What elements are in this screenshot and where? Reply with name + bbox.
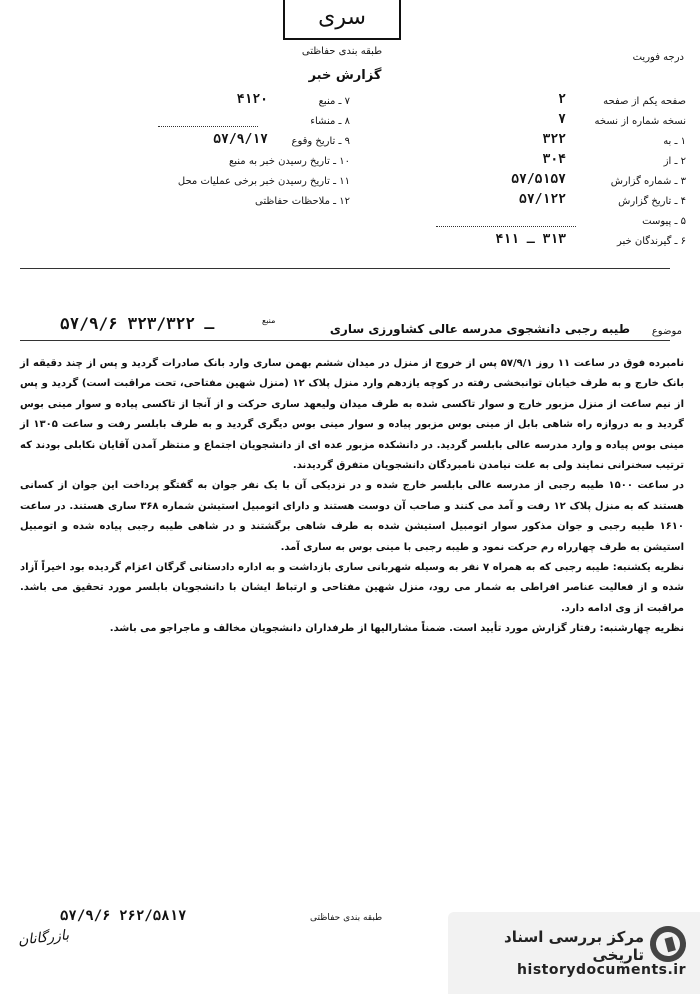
field-row bbox=[170, 92, 350, 112]
urgency-label: درجه فوریت bbox=[632, 52, 684, 63]
field-label: ۶ ـ گیرندگان خبر bbox=[616, 236, 686, 247]
classification-sub: طبقه بندی حفاظتی bbox=[301, 46, 383, 57]
field-value: ۲ bbox=[558, 92, 566, 107]
field-label: ۱۱ ـ تاریخ رسیدن خبر برخی عملیات محل bbox=[177, 176, 350, 187]
watermark bbox=[448, 912, 700, 994]
field-value: ۵۷/۹/۱۷ bbox=[213, 132, 268, 147]
field-label: ۴ ـ تاریخ گزارش bbox=[618, 196, 686, 207]
field-label: ۷ ـ منبع bbox=[318, 96, 350, 107]
report-body bbox=[20, 354, 684, 640]
field-row bbox=[346, 112, 686, 132]
field-label: ۹ ـ تاریخ وقوع bbox=[291, 136, 350, 147]
subject-label: موضوع bbox=[651, 326, 682, 337]
field-label: ۸ ـ منشاء bbox=[310, 116, 350, 127]
footer-stamp: طبقه بندی حفاظتی bbox=[310, 913, 383, 923]
field-row bbox=[346, 172, 686, 192]
field-label: ۵ ـ پیوست bbox=[642, 216, 686, 227]
field-value: ۳۱۳ ـ ۴۱۱ bbox=[495, 232, 566, 247]
field-row bbox=[170, 192, 350, 212]
form-fields-left bbox=[170, 92, 350, 212]
field-label: ۱ ـ به bbox=[663, 136, 686, 147]
field-value: ۷ bbox=[558, 112, 566, 127]
field-label: ۱۰ ـ تاریخ رسیدن خبر به منبع bbox=[228, 156, 350, 167]
field-row bbox=[346, 232, 686, 252]
field-row bbox=[170, 152, 350, 172]
field-row bbox=[346, 152, 686, 172]
field-line bbox=[158, 126, 258, 127]
subject-note: منبع bbox=[262, 316, 276, 325]
field-row bbox=[346, 92, 686, 112]
divider bbox=[20, 268, 670, 269]
divider bbox=[20, 340, 670, 341]
classification-label: سری bbox=[318, 5, 366, 30]
field-row bbox=[346, 132, 686, 152]
body-paragraph: نظریه یکشنبه: طیبه رجبی که به همراه ۷ نفر به وسیله شهربانی ساری بازداشت و به اداره دادستانی گرگان اعزام گردیده بود اخیراً آزاد شده و از فعالیت عناصر افراطی به شمار می رود، منزل شهین مفتاحی و ارتباط ایشان با دانشجویان بابلسر مورد تحقیق می باشد. مراقبت از وی ادامه دارد. bbox=[20, 562, 684, 614]
body-paragraph: نظریه چهارشنبه: رفتار گزارش مورد تأیید است. ضمناً مشارالیها از طرفداران دانشجویان مخالف و ماجراجو می باشد. bbox=[109, 623, 684, 635]
field-row bbox=[170, 172, 350, 192]
field-label: ۲ ـ از bbox=[663, 156, 686, 167]
watermark-url: historydocuments.ir bbox=[517, 962, 686, 978]
form-fields-right bbox=[346, 92, 686, 252]
report-title: گزارش خبر bbox=[308, 68, 382, 83]
subject-text: طیبه رجبی دانشجوی مدرسه عالی کشاورزی ساری bbox=[329, 322, 630, 336]
field-value: ۴۱۲۰ bbox=[236, 92, 268, 107]
body-paragraph: در ساعت ۱۵۰۰ طیبه رجبی از مدرسه عالی بابلسر خارج شده و در نزدیکی آن با یک نفر جوان به گفتگو پرداخت این جوان از کسانی هستند که به منزل پلاک ۱۲ رفت و آمد می کنند و صاحب آن دوست هستند و دارای اتومبیل استیشن شماره ۳۶۸ ساری هستند. در ساعت ۱۶۱۰ طیبه رجبی و جوان مذکور سوار اتومبیل استیشن شده به طرف شاهی برگشتند و در شاهی طیبه رجبی پیاده شده و اتومبیل استیشن به طرف چهارراه رم حرکت نمود و طیبه رجبی با مینی بوس به ساری آمد. bbox=[20, 480, 685, 553]
field-label: ۱۲ ـ ملاحظات حفاظتی bbox=[255, 196, 350, 207]
field-row bbox=[170, 132, 350, 152]
archive-logo-icon bbox=[646, 922, 690, 966]
classification-box bbox=[283, 0, 401, 40]
field-value: ۵۷/۱۲۲ bbox=[519, 192, 566, 207]
watermark-name: مرکز بررسی اسناد تاریخی bbox=[504, 928, 644, 964]
field-value: ۵۷/۵۱۵۷ bbox=[511, 172, 566, 187]
field-row bbox=[170, 112, 350, 132]
footer-code: ۵۷/۹/۶ ۲۶۲/۵۸۱۷ bbox=[60, 908, 187, 924]
field-row bbox=[346, 192, 686, 212]
field-line bbox=[436, 226, 576, 227]
field-label: صفحه یکم از صفحه bbox=[603, 96, 686, 107]
field-row bbox=[346, 212, 686, 232]
field-value: ۳۲۲ bbox=[542, 132, 566, 147]
field-value: ۳۰۴ bbox=[542, 152, 566, 167]
signature: بازرگانان bbox=[17, 927, 70, 949]
field-label: نسخه شماره از نسخه bbox=[594, 116, 686, 127]
body-paragraph: نامبرده فوق در ساعت ۱۱ روز ۵۷/۹/۱ پس از خروج از منزل در میدان ششم بهمن ساری وارد بانک صادرات گردید و پس از چند دقیقه از بانک خارج و به طرف خیابان توانبخشی رفته در کوچه یازدهم وارد منزل پلاک ۱۲ (منزل شهین مفتاحی، تحت مراقبت است) گردید و پس از نیم ساعت از منزل مزبور خارج و سوار تاکسی شده به طرف میدان ولیعهد ساری حرکت و از آنجا از تاکسی پیاده و سوار مینی بوس گردید و به دروازه راه شاهی بابل از مینی بوس مزبور پیاده و سوار مینی بوس دیگری گردید و به طرف بابلسر رفت و ساعت ۱۳۰۵ از مینی بوس پیاده و وارد مدرسه عالی بابلسر گردید. در دانشکده مزبور عده ای از دانشجویان اجتماع و منتظر آمدن آقایان نکابلی بودند که ترتیب سخنرانی نمایند ولی به علت نیامدن نامبردگان دانشجویان متفرق گردیدند. bbox=[20, 358, 684, 472]
field-label: ۳ ـ شماره گزارش bbox=[610, 176, 686, 187]
subject-code: ۵۷/۹/۶ ـ ۳۲۳/۳۲۲ bbox=[60, 314, 215, 333]
